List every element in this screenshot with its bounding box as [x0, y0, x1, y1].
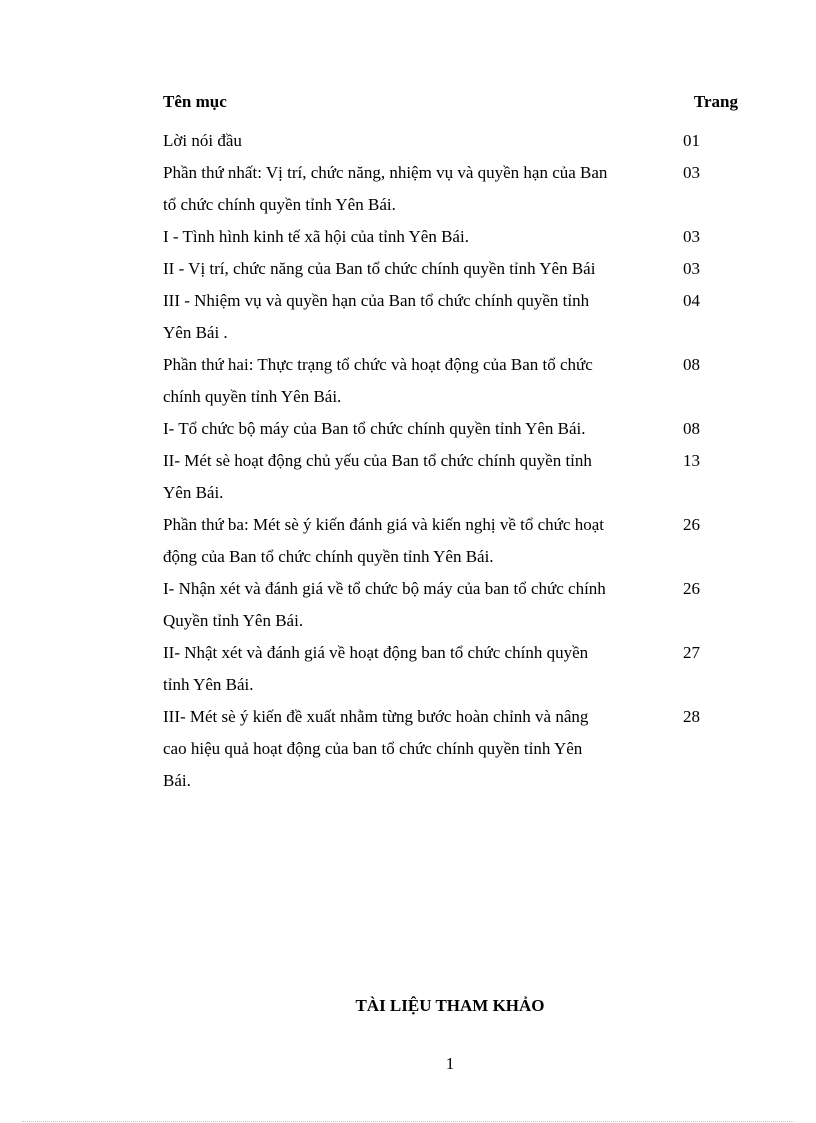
toc-entry-line: II- Mét sè hoạt động chủ yếu của Ban tổ chức chính quyền tỉnh [163, 451, 592, 470]
toc-entry-line: Yên Bái . [163, 323, 228, 342]
toc-entry-line: I- Nhận xét và đánh giá về tổ chức bộ máy của ban tổ chức chính [163, 579, 606, 598]
toc-entry-line: II - Vị trí, chức năng của Ban tổ chức chính quyền tỉnh Yên Bái [163, 259, 596, 278]
toc-entry-line: động của Ban tổ chức chính quyền tỉnh Yên Bái. [163, 547, 494, 566]
toc-entry [163, 573, 743, 637]
toc-header [163, 92, 743, 125]
table-of-contents [163, 92, 743, 797]
toc-entry [163, 221, 743, 253]
toc-entry-line: Phần thứ nhất: Vị trí, chức năng, nhiệm vụ và quyền hạn của Ban [163, 163, 608, 182]
toc-entry [163, 413, 743, 445]
toc-entry-title [163, 413, 671, 445]
toc-entry-title [163, 573, 671, 637]
toc-entry-page: 08 [683, 419, 700, 438]
toc-entry [163, 157, 743, 221]
toc-entry-line: tổ chức chính quyền tỉnh Yên Bái. [163, 195, 396, 214]
toc-entry-page: 08 [683, 355, 700, 374]
toc-entry-line: Quyền tỉnh Yên Bái. [163, 611, 304, 630]
toc-entry-line: cao hiệu quả hoạt động của ban tổ chức chính quyền tỉnh Yên [163, 739, 583, 758]
toc-entry [163, 701, 743, 797]
toc-entry-page: 27 [683, 643, 700, 662]
toc-entry-line: Yên Bái. [163, 483, 224, 502]
toc-entry-line: Phần thứ ba: Mét sè ý kiến đánh giá và kiến nghị về tổ chức hoạt [163, 515, 604, 534]
toc-entry-page: 03 [683, 227, 700, 246]
toc-header-page: Trang [693, 92, 738, 111]
toc-header-title: Tên mục [163, 92, 227, 111]
toc-entry [163, 125, 743, 157]
toc-entry-title [163, 285, 671, 349]
toc-entry-page: 26 [683, 579, 700, 598]
toc-entry [163, 285, 743, 349]
toc-entry-title [163, 253, 671, 285]
toc-entry-page: 26 [683, 515, 700, 534]
toc-entry-title [163, 221, 671, 253]
toc-entry-line: chính quyền tỉnh Yên Bái. [163, 387, 342, 406]
toc-entry-line: Phần thứ hai: Thực trạng tổ chức và hoạt động của Ban tổ chức [163, 355, 593, 374]
toc-entry-title [163, 445, 671, 509]
page-bottom-divider [22, 1121, 794, 1122]
toc-entry-title [163, 125, 671, 157]
toc-entry-page: 28 [683, 707, 700, 726]
toc-entries [163, 125, 743, 797]
toc-entry [163, 509, 743, 573]
toc-entry-line: I- Tổ chức bộ máy của Ban tổ chức chính quyền tỉnh Yên Bái. [163, 419, 586, 438]
toc-entry-line: III - Nhiệm vụ và quyền hạn của Ban tổ chức chính quyền tỉnh [163, 291, 590, 310]
toc-entry-title [163, 349, 671, 413]
toc-entry-page: 03 [683, 163, 700, 182]
toc-entry [163, 637, 743, 701]
toc-entry-page: 04 [683, 291, 700, 310]
toc-entry-line: II- Nhật xét và đánh giá về hoạt động ban tổ chức chính quyền [163, 643, 589, 662]
toc-entry-title [163, 701, 671, 797]
toc-entry-line: III- Mét sè ý kiến đề xuất nhằm từng bước hoàn chỉnh và nâng [163, 707, 589, 726]
references-heading: TÀI LIỆU THAM KHẢO [355, 996, 545, 1015]
toc-entry-title [163, 157, 671, 221]
toc-entry [163, 445, 743, 509]
toc-entry-title [163, 637, 671, 701]
toc-entry-line: I - Tình hình kinh tế xã hội của tỉnh Yên Bái. [163, 227, 469, 246]
toc-entry-title [163, 509, 671, 573]
toc-entry [163, 349, 743, 413]
toc-entry-page: 03 [683, 259, 700, 278]
toc-entry [163, 253, 743, 285]
page-number: 1 [445, 1054, 455, 1073]
toc-entry-line: Bái. [163, 771, 191, 790]
toc-entry-line: tỉnh Yên Bái. [163, 675, 254, 694]
toc-entry-line: Lời nói đầu [163, 131, 242, 150]
toc-entry-page: 01 [683, 131, 700, 150]
toc-entry-page: 13 [683, 451, 700, 470]
